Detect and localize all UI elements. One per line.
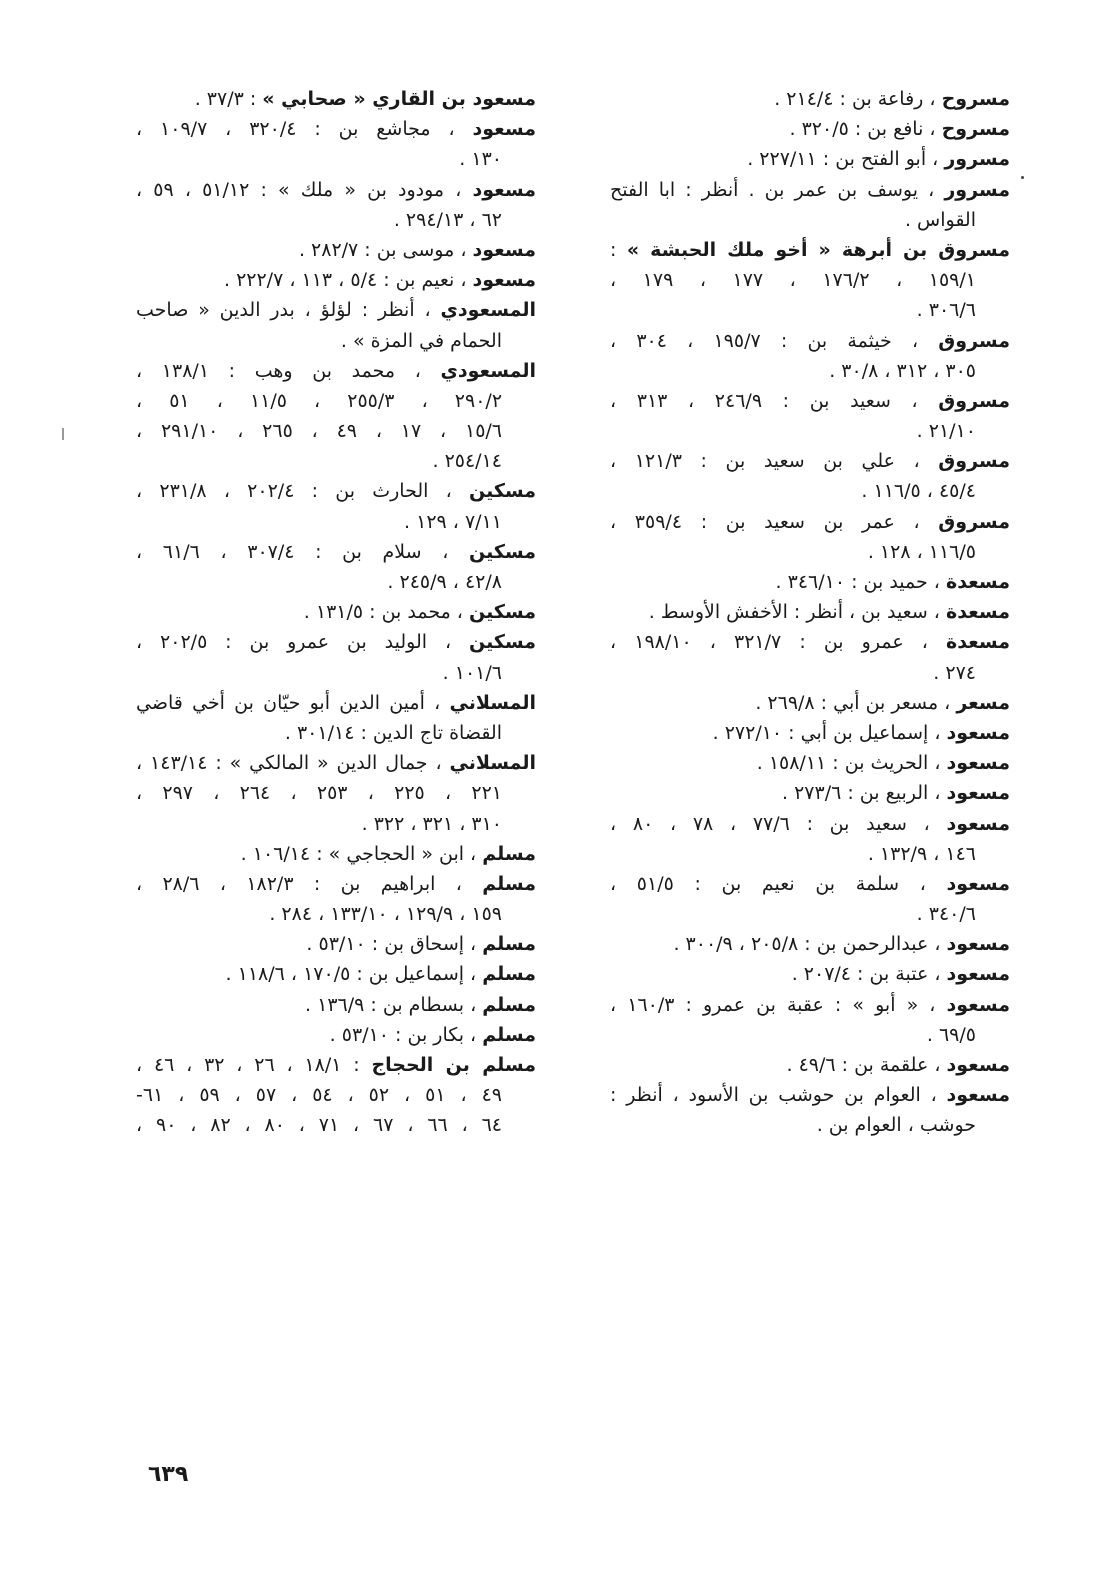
margin-mark [62,428,64,440]
entry-text: ٣٠٦/٦ . [916,299,976,322]
index-line [610,869,1010,899]
entry-text: ، « أبو » : عقبة بن عمرو : ١٦٠/٣ ، [610,993,947,1016]
entry-text: ، أنظر : لؤلؤ ، بدر الدين « صاحب [136,299,441,322]
index-line [610,295,1010,325]
entry-text: ، خيثمة بن : ١٩٥/٧ ، ٣٠٤ ، [610,329,939,352]
index-line [610,748,1010,778]
index-line [136,597,536,627]
index-line [136,627,536,657]
index-line [610,416,1010,446]
entry-heading: مسعود بن القاري « صحابي » [262,88,536,110]
entry-text: القواس . [904,208,976,231]
index-line [136,567,536,597]
entry-text: القضاة تاج الدين : ٣٠١/١٤ . [284,721,502,744]
index-line [610,627,1010,657]
entry-text: ١١٦/٥ ، ١٢٨ . [867,540,976,563]
entry-text: ، عتبة بن : ٢٠٧/٤ . [791,963,947,986]
entry-heading: مسعود [472,118,537,141]
entry-heading: مسروق [938,389,1010,412]
entry-heading: مسعود [946,752,1010,775]
entry-text: ، محمد بن : ١٣١/٥ . [303,601,469,624]
entry-text: ٣٤٠/٦ . [916,903,976,926]
entry-text: ، الحارث بن : ٢٠٢/٤ ، ٢٣١/٨ ، [136,480,469,503]
entry-text: ، سلمة بن نعيم بن : ٥١/٥ ، [610,872,947,895]
index-line [610,1080,1010,1110]
index-line [136,205,536,235]
index-line [136,476,536,506]
index-line [610,386,1010,416]
entry-heading: مسرور [944,148,1010,171]
entry-text: ، عمرو بن : ٣٢١/٧ ، ١٩٨/١٠ ، [610,631,946,654]
index-line [136,1080,536,1110]
entry-text: ٢٩٠/٢ ، ٢٥٥/٣ ، ١١/٥ ، ٥١ ، [136,389,503,412]
entry-text: ، جمال الدين « المالكي » : ١٤٣/١٤ ، [136,752,450,775]
index-line [136,265,536,295]
entry-text: ٦٤ ، ٦٦ ، ٦٧ ، ٧١ ، ٨٠ ، ٨٢ ، ٩٠ ، [136,1114,502,1137]
entry-text: حوشب ، العوام بن . [816,1114,976,1137]
entry-text: ، إسماعيل بن أبي : ٢٧٢/١٠ . [712,721,947,744]
entry-text: ، عبدالرحمن بن : ٢٠٥/٨ ، ٣٠٠/٩ . [673,933,947,956]
entry-text: ٢١/١٠ . [916,420,976,443]
index-line [136,356,536,386]
entry-text: ، موسى بن : ٢٨٢/٧ . [298,238,473,261]
entry-heading: مسلم [482,1023,536,1046]
entry-text: ، حميد بن : ٣٤٦/١٠ . [775,571,946,593]
entry-heading: مسعود [946,993,1011,1016]
entry-heading: المسلاني [449,752,536,775]
index-line [610,658,1010,688]
index-line [610,1050,1010,1080]
entry-heading: مسروق [938,510,1010,533]
margin-dot [1021,176,1024,179]
entry-text: ٣٠٥ ، ٣١٢ ، ٣٠/٨ . [829,359,976,382]
index-line [136,114,536,144]
index-line [136,295,536,325]
index-line [610,235,1010,265]
index-line [610,809,1010,839]
entry-heading: مسعود [946,933,1010,956]
entry-text: ، إسماعيل بن : ١٧٠/٥ ، ١١٨/٦ . [225,963,483,986]
entry-text: ، محمد بن وهب : ١٣٨/١ ، [136,359,441,382]
index-line [136,1110,536,1140]
index-line [136,144,536,174]
entry-heading: مسلم [482,842,536,865]
entry-text: ، علقمة بن : ٤٩/٦ . [786,1054,947,1076]
index-line [610,688,1010,718]
index-line [136,718,536,748]
entry-heading: مسروق بن أبرهة « أخو ملك الحبشة » [626,238,1010,261]
entry-heading: مسكين [468,631,536,654]
entry-text: ١٥٩ ، ١٢٩/٩ ، ١٣٣/١٠ ، ٢٨٤ . [269,903,502,926]
entry-text: ، سعيد بن ، أنظر : الأخفش الأوسط . [648,601,946,624]
entry-text: ، يوسف بن عمر بن . أنظر : ابا الفتح [610,178,945,201]
index-line [136,990,536,1020]
entry-heading: مسلم [482,993,536,1016]
entry-text: : [610,238,627,261]
entry-text: ٢٧٤ . [933,661,976,684]
entry-text: ٣١٠ ، ٣٢١ ، ٣٢٢ . [361,812,502,835]
index-line [610,929,1010,959]
index-line [136,809,536,839]
index-line [610,144,1010,174]
index-line [610,1110,1010,1140]
entry-text: ٦٢ ، ٢٩٤/١٣ . [393,208,502,231]
entry-text: ١٥/٦ ، ١٧ ، ٤٩ ، ٢٦٥ ، ٢٩١/١٠ ، [136,420,503,443]
entry-heading: مسعود [472,238,536,261]
entry-text: ٢٥٤/١٤ . [432,450,502,473]
entry-heading: المسلاني [449,691,536,714]
entry-text: ، الوليد بن عمرو بن : ٢٠٢/٥ ، [136,631,469,654]
entry-heading: مسروق [938,329,1011,352]
index-line [136,175,536,205]
entry-heading: مسعود [472,178,536,201]
entry-text: ٤٩ ، ٥١ ، ٥٢ ، ٥٤ ، ٥٧ ، ٥٩ ، ٦١- [136,1084,502,1107]
entry-text: ، بكار بن : ٥٣/١٠ . [329,1023,483,1046]
index-line [610,899,1010,929]
index-line [610,507,1010,537]
entry-heading: مسلم بن الحجاج [371,1054,537,1076]
entry-text: : ١٨/١ ، ٢٦ ، ٣٢ ، ٤٦ ، [136,1054,372,1076]
entry-heading: المسعودي [440,359,537,382]
index-line [136,1020,536,1050]
index-line [136,929,536,959]
index-line [136,959,536,989]
index-line [610,959,1010,989]
entry-heading: مسروق [938,450,1011,473]
entry-text: ، ابن « الحجاجي » : ١٠٦/١٤ . [240,842,483,865]
index-line [610,537,1010,567]
index-column-right [610,84,1010,1141]
entry-heading: مسعدة [945,631,1010,654]
index-line [136,688,536,718]
index-line [136,658,536,688]
page-number: ٦٣٩ [148,1462,189,1487]
index-line [610,718,1010,748]
entry-text: ٤٢/٨ ، ٢٤٥/٩ . [387,571,502,593]
entry-text: ٢٢١ ، ٢٢٥ ، ٢٥٣ ، ٢٦٤ ، ٢٩٧ ، [136,782,502,805]
index-line [136,326,536,356]
entry-text: ١٠١/٦ . [442,661,502,684]
entry-text: ، علي بن سعيد بن : ١٢١/٣ ، [610,450,939,473]
index-line [136,537,536,567]
entry-text: ، عمر بن سعيد بن : ٣٥٩/٤ ، [610,510,939,533]
entry-heading: مسعود [946,1054,1010,1076]
entry-text: ١٥٩/١ ، ١٧٦/٢ ، ١٧٧ ، ١٧٩ ، [610,269,976,292]
entry-heading: مسروح [941,118,1010,141]
entry-heading: مسعود [946,872,1011,895]
index-line [610,326,1010,356]
entry-text: ٦٩/٥ . [926,1023,976,1046]
entry-heading: مسعر [956,691,1010,714]
index-line [610,567,1010,597]
entry-text: ، بسطام بن : ١٣٦/٩ . [305,993,483,1016]
entry-text: ، سلام بن : ٣٠٧/٤ ، ٦١/٦ ، [136,540,469,563]
index-line [136,869,536,899]
entry-heading: مسعود [946,812,1011,835]
index-line [610,175,1010,205]
index-line [610,84,1010,114]
entry-heading: مسعود [946,963,1010,986]
index-line [610,1020,1010,1050]
entry-heading: مسلم [482,872,536,895]
index-line [610,476,1010,506]
entry-heading: مسلم [482,933,536,956]
index-line [610,778,1010,808]
entry-heading: مسكين [468,601,536,624]
entry-text: ، مسعر بن أبي : ٢٦٩/٨ . [755,691,957,714]
entry-text: ١٤٦ ، ١٣٢/٩ . [867,842,976,865]
index-column-left [136,84,536,1141]
entry-heading: مسلم [482,963,536,986]
entry-text: ، سعيد بن : ٧٧/٦ ، ٧٨ ، ٨٠ ، [610,812,947,835]
entry-heading: مسعدة [945,601,1010,624]
index-line [610,990,1010,1020]
entry-text: ٤٥/٤ ، ١١٦/٥ . [861,480,976,503]
index-line [136,416,536,446]
entry-text: ١٣٠ . [459,148,502,171]
entry-heading: مسعود [946,782,1010,805]
entry-text: ، سعيد بن : ٢٤٦/٩ ، ٣١٣ ، [610,389,939,412]
index-line [610,446,1010,476]
index-line [136,235,536,265]
entry-text: ، إسحاق بن : ٥٣/١٠ . [306,933,483,956]
index-line [136,386,536,416]
index-line [610,265,1010,295]
index-line [136,1050,536,1080]
entry-heading: مسكين [468,480,536,503]
entry-text: ، الحريث بن : ١٥٨/١١ . [756,752,947,775]
entry-text: ، ابراهيم بن : ١٨٢/٣ ، ٢٨/٦ ، [136,872,483,895]
index-line [136,748,536,778]
entry-text: ، نعيم بن : ٥/٤ ، ١١٣ ، ٢٢٢/٧ . [223,269,473,292]
entry-heading: مسعود [946,1084,1010,1107]
index-line [610,114,1010,144]
index-line [136,507,536,537]
index-line [136,84,536,114]
index-line [136,778,536,808]
index-line [136,899,536,929]
entry-heading: مسرور [944,178,1010,201]
index-line [610,205,1010,235]
entry-heading: مسعود [472,269,536,292]
index-line [610,597,1010,627]
entry-text: ، أبو الفتح بن : ٢٢٧/١١ . [747,148,945,171]
entry-text: ، العوام بن حوشب بن الأسود ، أنظر : [610,1084,947,1107]
entry-text: ، أمين الدين أبو حيّان بن أخي قاضي [136,691,450,714]
index-line [610,356,1010,386]
index-line [610,839,1010,869]
index-line [136,446,536,476]
entry-heading: مسعود [946,721,1010,744]
entry-text: ، مجاشع بن : ٣٢٠/٤ ، ١٠٩/٧ ، [136,118,473,141]
entry-text: ، مودود بن « ملك » : ٥١/١٢ ، ٥٩ ، [136,178,473,201]
entry-heading: المسعودي [440,299,536,322]
entry-heading: مسكين [468,540,536,563]
entry-text: ، رفاعة بن : ٢١٤/٤ . [774,88,942,110]
entry-text: : ٣٧/٣ . [194,88,263,110]
entry-text: الحمام في المزة » . [340,329,502,352]
index-line [136,839,536,869]
entry-text: ٧/١١ ، ١٢٩ . [404,510,502,533]
entry-heading: مسروح [941,88,1010,110]
entry-text: ، الربيع بن : ٢٧٣/٦ . [782,782,947,805]
entry-text: ، نافع بن : ٣٢٠/٥ . [789,118,942,141]
entry-heading: مسعدة [945,571,1010,593]
